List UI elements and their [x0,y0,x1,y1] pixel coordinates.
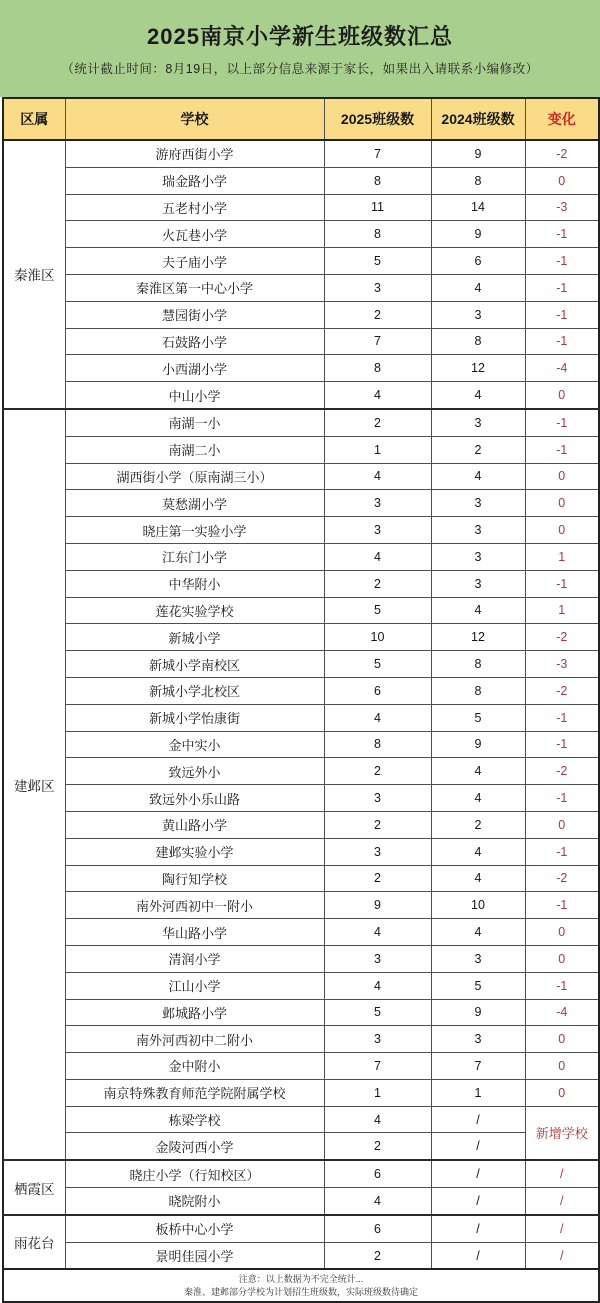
change-cell: / [525,1188,599,1215]
class-count-2025-cell: 3 [324,274,431,301]
school-cell: 莫愁湖小学 [65,490,324,517]
table-header [3,98,599,140]
table-row [3,543,599,570]
footnote-line-1: 注意：以上数据为不完全统计... [238,1273,364,1284]
class-count-2025-cell: 6 [324,677,431,704]
change-cell: -4 [525,999,599,1026]
page-title: 2025南京小学新生班级数汇总 [147,24,453,50]
change-cell: -1 [525,785,599,812]
class-count-2024-cell: 4 [431,274,525,301]
school-cell: 新城小学怡康街 [65,704,324,731]
class-count-2024-cell: / [431,1133,525,1160]
class-count-2024-cell: 4 [431,785,525,812]
table-row [3,328,599,355]
table-row [3,758,599,785]
table-row [3,945,599,972]
class-count-2024-cell: 1 [431,1079,525,1106]
column-header-change: 变化 [525,98,599,140]
change-cell: -1 [525,409,599,436]
class-count-2025-cell: 4 [324,972,431,999]
class-count-2025-cell: 2 [324,865,431,892]
class-count-2024-cell: 9 [431,221,525,248]
table-row [3,731,599,758]
table-row [3,463,599,490]
class-count-2025-cell: 5 [324,651,431,678]
class-count-2024-cell: 8 [431,651,525,678]
school-cell: 致远外小 [65,758,324,785]
change-cell: -1 [525,570,599,597]
change-cell: 1 [525,543,599,570]
school-cell: 金中实小 [65,731,324,758]
class-count-2025-cell: 3 [324,517,431,544]
change-cell: -1 [525,221,599,248]
class-count-2025-cell: 1 [324,436,431,463]
class-count-2024-cell: 4 [431,382,525,409]
school-cell: 小西湖小学 [65,355,324,382]
class-count-2024-cell: 9 [431,731,525,758]
class-count-2025-cell: 2 [324,409,431,436]
change-cell: -4 [525,355,599,382]
district-cell: 雨花台 [3,1215,65,1270]
new-school-merged-cell: 新增学校 [525,1106,599,1160]
school-cell: 晓庄第一实验小学 [65,517,324,544]
school-cell: 建邺实验小学 [65,838,324,865]
school-cell: 火瓦巷小学 [65,221,324,248]
change-cell: -1 [525,274,599,301]
column-header-2025: 2025班级数 [324,98,431,140]
class-count-2025-cell: 2 [324,1133,431,1160]
school-cell: 晓院附小 [65,1188,324,1215]
school-cell: 清润小学 [65,945,324,972]
class-count-2024-cell: 12 [431,624,525,651]
class-count-2024-cell: 4 [431,865,525,892]
summary-table [2,97,600,1303]
school-cell: 石鼓路小学 [65,328,324,355]
table-row [3,382,599,409]
class-count-2024-cell: 3 [431,490,525,517]
change-cell: 0 [525,1053,599,1080]
change-cell: 0 [525,382,599,409]
class-count-2024-cell: 5 [431,972,525,999]
table-row [3,248,599,275]
change-cell: -2 [525,758,599,785]
school-cell: 瑞金路小学 [65,167,324,194]
change-cell: / [525,1242,599,1269]
footnote-cell [3,1269,599,1302]
change-cell: 0 [525,463,599,490]
school-cell: 金中附小 [65,1053,324,1080]
school-cell: 华山路小学 [65,919,324,946]
column-header-district: 区属 [3,98,65,140]
change-cell: 0 [525,1026,599,1053]
school-cell: 板桥中心小学 [65,1215,324,1242]
table-row [3,517,599,544]
class-count-2024-cell: 3 [431,301,525,328]
school-cell: 邺城路小学 [65,999,324,1026]
change-cell: -1 [525,328,599,355]
table-row [3,355,599,382]
table-row [3,972,599,999]
class-count-2024-cell: 9 [431,999,525,1026]
class-count-2024-cell: 3 [431,945,525,972]
table-row [3,167,599,194]
table-row [3,1026,599,1053]
class-count-2024-cell: / [431,1242,525,1269]
class-count-2024-cell: 2 [431,436,525,463]
table-row [3,1215,599,1242]
class-count-2024-cell: 4 [431,838,525,865]
table-row [3,865,599,892]
column-header-school: 学校 [65,98,324,140]
class-count-2025-cell: 11 [324,194,431,221]
table-row [3,490,599,517]
class-count-2025-cell: 3 [324,838,431,865]
table-row [3,1106,599,1133]
class-count-2024-cell: 3 [431,517,525,544]
class-count-2025-cell: 8 [324,731,431,758]
change-cell: / [525,1160,599,1187]
table-row [3,811,599,838]
class-count-2024-cell: 2 [431,811,525,838]
change-cell: -1 [525,436,599,463]
school-cell: 南外河西初中一附小 [65,892,324,919]
class-count-2024-cell: 10 [431,892,525,919]
change-cell: 0 [525,945,599,972]
class-count-2025-cell: 2 [324,1242,431,1269]
class-count-2024-cell: / [431,1106,525,1133]
district-cell: 建邺区 [3,409,65,1160]
table-row [3,1242,599,1269]
school-cell: 陶行知学校 [65,865,324,892]
change-cell: -2 [525,140,599,167]
school-cell: 中山小学 [65,382,324,409]
table-row [3,274,599,301]
table-row [3,140,599,167]
class-count-2024-cell: 4 [431,463,525,490]
school-cell: 江山小学 [65,972,324,999]
class-count-2024-cell: 4 [431,758,525,785]
table-row [3,1160,599,1187]
school-cell: 南湖二小 [65,436,324,463]
table-row [3,651,599,678]
table-row [3,704,599,731]
class-count-2025-cell: 5 [324,999,431,1026]
class-count-2024-cell: 4 [431,919,525,946]
class-count-2024-cell: 3 [431,1026,525,1053]
district-cell: 栖霞区 [3,1160,65,1215]
header-row [3,98,599,140]
class-count-2025-cell: 7 [324,140,431,167]
class-count-2025-cell: 4 [324,382,431,409]
school-cell: 南外河西初中二附小 [65,1026,324,1053]
class-count-2025-cell: 3 [324,1026,431,1053]
title-banner [0,0,600,97]
school-cell: 黄山路小学 [65,811,324,838]
school-cell: 致远外小乐山路 [65,785,324,812]
change-cell: 0 [525,811,599,838]
change-cell: 0 [525,490,599,517]
class-count-2025-cell: 4 [324,1188,431,1215]
change-cell: -2 [525,624,599,651]
class-count-2025-cell: 8 [324,167,431,194]
change-cell: / [525,1215,599,1242]
school-cell: 游府西街小学 [65,140,324,167]
change-cell: 0 [525,517,599,544]
class-count-2025-cell: 6 [324,1215,431,1242]
class-count-2025-cell: 5 [324,597,431,624]
school-cell: 秦淮区第一中心小学 [65,274,324,301]
class-count-2024-cell: 6 [431,248,525,275]
class-count-2025-cell: 7 [324,328,431,355]
change-cell: -2 [525,677,599,704]
change-cell: -2 [525,865,599,892]
table-wrap [0,97,600,1303]
table-row [3,892,599,919]
table-body [3,140,599,1269]
table-row [3,301,599,328]
table-row [3,677,599,704]
class-count-2025-cell: 7 [324,1053,431,1080]
change-cell: 0 [525,167,599,194]
class-count-2024-cell: 3 [431,570,525,597]
table-row [3,221,599,248]
change-cell: 1 [525,597,599,624]
table-row [3,624,599,651]
class-count-2025-cell: 2 [324,758,431,785]
table-row [3,999,599,1026]
class-count-2025-cell: 8 [324,355,431,382]
school-cell: 栋梁学校 [65,1106,324,1133]
school-cell: 新城小学南校区 [65,651,324,678]
class-count-2025-cell: 4 [324,463,431,490]
table-row [3,785,599,812]
class-count-2024-cell: 3 [431,543,525,570]
class-count-2025-cell: 4 [324,543,431,570]
change-cell: -1 [525,704,599,731]
change-cell: -1 [525,972,599,999]
table-row [3,1133,599,1160]
school-cell: 夫子庙小学 [65,248,324,275]
class-count-2025-cell: 3 [324,785,431,812]
change-cell: -1 [525,838,599,865]
class-count-2025-cell: 6 [324,1160,431,1187]
table-row [3,1188,599,1215]
school-cell: 新城小学 [65,624,324,651]
class-count-2024-cell: / [431,1160,525,1187]
district-cell: 秦淮区 [3,140,65,409]
school-cell: 五老村小学 [65,194,324,221]
change-cell: -1 [525,731,599,758]
table-footer [3,1269,599,1302]
school-cell: 慧园街小学 [65,301,324,328]
change-cell: 0 [525,1079,599,1106]
class-count-2024-cell: / [431,1215,525,1242]
class-count-2024-cell: 4 [431,597,525,624]
class-count-2024-cell: 9 [431,140,525,167]
school-cell: 莲花实验学校 [65,597,324,624]
school-cell: 景明佳园小学 [65,1242,324,1269]
class-count-2024-cell: 7 [431,1053,525,1080]
table-row [3,194,599,221]
school-cell: 中华附小 [65,570,324,597]
class-count-2024-cell: 3 [431,409,525,436]
class-count-2025-cell: 4 [324,919,431,946]
change-cell: -1 [525,248,599,275]
footnote-row [3,1269,599,1302]
class-count-2025-cell: 2 [324,570,431,597]
page-subtitle: （统计截止时间：8月19日，以上部分信息来源于家长，如果出入请联系小编修改） [61,61,539,76]
school-cell: 湖西街小学（原南湖三小） [65,463,324,490]
class-count-2025-cell: 4 [324,1106,431,1133]
table-row [3,919,599,946]
table-row [3,838,599,865]
class-count-2024-cell: 14 [431,194,525,221]
footnote-line-2: 秦淮、建邺部分学校为计划招生班级数，实际班级数待确定 [183,1286,418,1297]
table-row [3,1079,599,1106]
table-row [3,1053,599,1080]
class-count-2024-cell: 5 [431,704,525,731]
class-count-2025-cell: 3 [324,490,431,517]
class-count-2024-cell: 8 [431,167,525,194]
change-cell: -3 [525,194,599,221]
table-row [3,409,599,436]
class-count-2025-cell: 8 [324,221,431,248]
class-count-2024-cell: / [431,1188,525,1215]
class-count-2024-cell: 12 [431,355,525,382]
class-count-2025-cell: 1 [324,1079,431,1106]
school-cell: 晓庄小学（行知校区） [65,1160,324,1187]
table-row [3,597,599,624]
column-header-2024: 2024班级数 [431,98,525,140]
school-cell: 新城小学北校区 [65,677,324,704]
class-count-2025-cell: 2 [324,301,431,328]
table-row [3,570,599,597]
school-cell: 南湖一小 [65,409,324,436]
class-count-2024-cell: 8 [431,677,525,704]
class-count-2025-cell: 9 [324,892,431,919]
class-count-2024-cell: 8 [431,328,525,355]
school-cell: 金陵河西小学 [65,1133,324,1160]
class-count-2025-cell: 2 [324,811,431,838]
class-count-2025-cell: 10 [324,624,431,651]
school-cell: 南京特殊教育师范学院附属学校 [65,1079,324,1106]
change-cell: -3 [525,651,599,678]
school-cell: 江东门小学 [65,543,324,570]
class-count-2025-cell: 5 [324,248,431,275]
class-count-2025-cell: 4 [324,704,431,731]
change-cell: -1 [525,892,599,919]
change-cell: 0 [525,919,599,946]
change-cell: -1 [525,301,599,328]
class-count-2025-cell: 3 [324,945,431,972]
table-row [3,436,599,463]
